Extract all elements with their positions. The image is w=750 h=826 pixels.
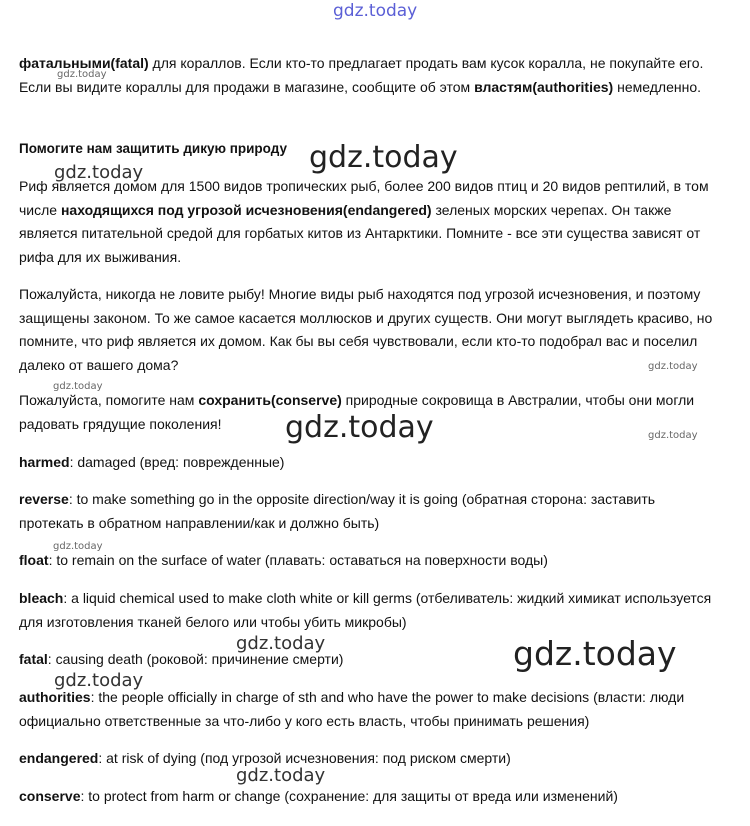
glossary-item — [19, 488, 719, 535]
text: Пожалуйста, помогите нам — [19, 392, 199, 408]
watermark: gdz.today — [54, 162, 144, 183]
glossary-term: float — [19, 552, 49, 568]
glossary-term: fatal — [19, 651, 48, 667]
glossary-term: authorities — [19, 689, 91, 705]
glossary-definition: : causing death (роковой: причинение смерти) — [47, 651, 344, 667]
watermark: gdz.today — [236, 765, 326, 786]
watermark: gdz.today — [57, 69, 107, 80]
glossary-definition: : a liquid chemical used to make cloth white or kill germs (отбеливатель: жидкий химикат используется для изготовления тканей белого или чтобы убить микробы) — [19, 590, 712, 630]
watermark: gdz.today — [236, 633, 326, 654]
glossary-item — [19, 648, 719, 672]
glossary-definition: : to protect from harm or change (сохранение: для защиты от вреда или изменений) — [80, 788, 618, 804]
watermark: gdz.today — [53, 541, 103, 552]
glossary-item — [19, 747, 719, 771]
term-authorities-ru: властям(authorities) — [474, 78, 614, 95]
glossary-term: reverse — [19, 491, 69, 507]
glossary-definition: : to make something go in the opposite direction/way it is going (обратная сторона: заставить протекать в обратном направлении/как и должно быть) — [19, 491, 656, 531]
glossary-definition: : to remain on the surface of water (плавать: оставаться на поверхности воды) — [48, 552, 548, 568]
paragraph-conserve — [19, 389, 719, 436]
watermark: gdz.today — [648, 430, 698, 441]
glossary-term: endangered — [19, 750, 99, 766]
text: природные сокровища в Австралии, чтобы они могли радовать грядущие поколения! — [19, 392, 695, 432]
paragraph-coral-warning — [19, 52, 719, 99]
paragraph-no-fishing: Пожалуйста, никогда не ловите рыбу! Многие виды рыб находятся под угрозой исчезновения, и поэтому защищены законом. То же самое касается моллюсков и других существ. Они могут выглядеть красиво, но помните, что риф является их домом. Как бы вы себя чувствовали, если кто-то подобрал вас и поселил далеко от вашего дома? — [19, 286, 713, 373]
watermark: gdz.today — [54, 670, 144, 691]
watermark: gdz.today — [53, 381, 103, 392]
glossary-item — [19, 686, 719, 733]
glossary-term: conserve — [19, 788, 81, 804]
glossary-definition: : damaged (вред: поврежденные) — [69, 454, 285, 470]
section-heading: Помогите нам защитить дикую природу — [19, 141, 287, 156]
text: зеленых морских черепах. Он также является питательной средой для горбатых китов из Антарктики. Помните - все эти существа зависят от рифа для их выживания. — [19, 201, 701, 265]
glossary-term: harmed — [19, 454, 70, 470]
watermark: gdz.today — [285, 410, 434, 445]
term-conserve-ru: сохранить(conserve) — [198, 392, 342, 408]
text: Риф является домом для 1500 видов тропических рыб, более 200 видов птиц и 20 видов рептилий, в том числе — [19, 178, 709, 218]
text: для кораллов. Если кто-то предлагает продать вам кусок коралла, не покупайте его. Если вы видите кораллы для продажи в магазине, сообщите об этом — [19, 55, 704, 95]
paragraph-reef-home — [19, 175, 719, 269]
term-fatal-ru: фатальными(fatal) — [19, 55, 149, 71]
text: немедленно. — [613, 78, 702, 95]
glossary-definition: : the people officially in charge of sth and who have the power to make decisions (власти: люди официально ответственные за что-либо у кого есть власть, чтобы принимать решения) — [19, 689, 685, 729]
watermark: gdz.today — [648, 361, 698, 372]
watermark: gdz.today — [309, 140, 458, 175]
glossary-item — [19, 785, 719, 809]
watermark-top: gdz.today — [333, 1, 418, 21]
glossary-item — [19, 587, 719, 634]
watermark: gdz.today — [513, 634, 677, 673]
glossary-item — [19, 549, 719, 573]
glossary-definition: : at risk of dying (под угрозой исчезновения: под риском смерти) — [98, 750, 511, 766]
term-endangered-ru: находящихся под угрозой исчезновения(endangered) — [60, 201, 432, 218]
glossary-item — [19, 451, 719, 475]
glossary-term: bleach — [19, 590, 64, 606]
